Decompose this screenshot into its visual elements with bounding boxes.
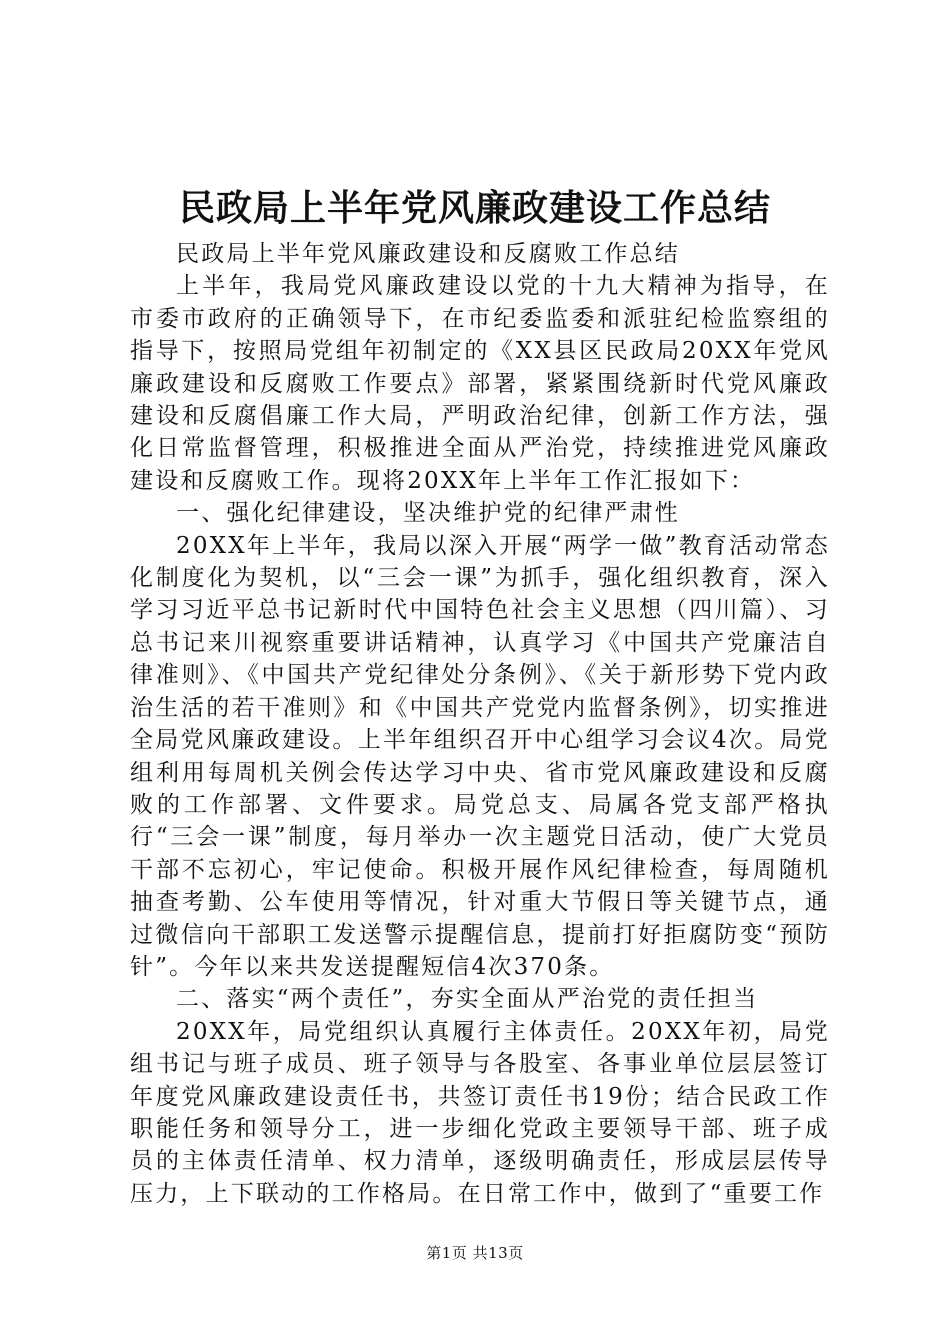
section-1-paragraph: 20XX年上半年，我局以深入开展“两学一做”教育活动常态化制度化为契机，以“三会一课”为抓手，强化组织教育，深入学习习近平总书记新时代中国特色社会主义思想（四川篇）、习总书记来川视察重要讲话精神，认真学习《中国共产党廉洁自律准则》、《中国共产党纪律处分条例》、《关于新形势下党内政治生活的若干准则》和《中国共产党党内监督条例》，切实推进全局党风廉政建设。上半年组织召开中心组学习会议4次。局党组利用每周机关例会传达学习中央、省市党风廉政建设和反腐败的工作部署、文件要求。局党总支、局属各党支部严格执行“三会一课”制度，每月举办一次主题党日活动，使广大党员干部不忘初心，牢记使命。积极开展作风纪律检查，每周随机抽查考勤、公车使用等情况，针对重大节假日等关键节点，通过微信向干部职工发送警示提醒信息，提前打好拒腐防变“预防针”。今年以来共发送提醒短信4次370条。 [130, 532, 830, 980]
section-heading-1: 一、强化纪律建设，坚决维护党的纪律严肃性 [176, 500, 680, 527]
document-body [130, 238, 830, 1210]
subtitle-paragraph: 民政局上半年党风廉政建设和反腐败工作总结 [176, 241, 680, 267]
intro-paragraph: 上半年，我局党风廉政建设以党的十九大精神为指导，在市委市政府的正确领导下，在市纪委监委和派驻纪检监察组的指导下，按照局党组年初制定的《XX县区民政局20XX年党风廉政建设和反腐败工作要点》部署，紧紧围绕新时代党风廉政建设和反腐倡廉工作大局，严明政治纪律，创新工作方法，强化日常监督管理，积极推进全面从严治党，持续推进党风廉政建设和反腐败工作。现将20XX年上半年工作汇报如下： [130, 273, 830, 494]
section-heading-2: 二、落实“两个责任”，夯实全面从严治党的责任担当 [176, 986, 759, 1013]
section-2-paragraph: 20XX年，局党组织认真履行主体责任。20XX年初，局党组书记与班子成员、班子领导与各股室、各事业单位层层签订年度党风廉政建设责任书，共签订责任书19份；结合民政工作职能任务和领导分工，进一步细化党政主要领导干部、班子成员的主体责任清单、权力清单，逐级明确责任，形成层层传导压力，上下联动的工作格局。在日常工作中，做到了“重要工作 [130, 1018, 830, 1207]
page-number: 第1页 共13页 [426, 1244, 524, 1262]
document-title: 民政局上半年党风廉政建设工作总结 [178, 187, 771, 229]
